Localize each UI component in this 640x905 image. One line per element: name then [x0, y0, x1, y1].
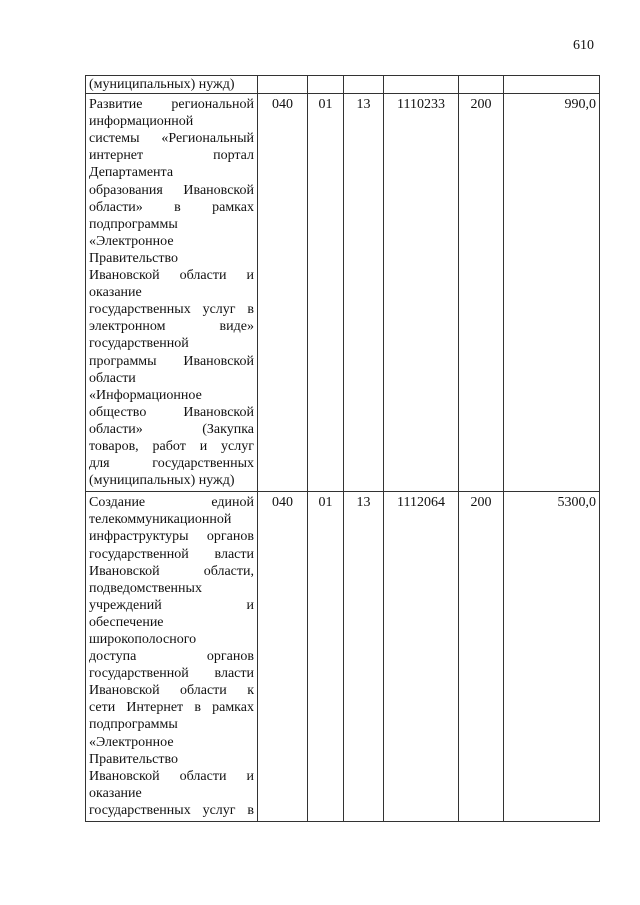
subsection-code-cell: 13 [344, 492, 384, 822]
table-row [86, 94, 600, 492]
admin-code-cell: 040 [258, 492, 308, 822]
subsection-code-cell: 13 [344, 94, 384, 492]
amount-cell: 990,0 [504, 94, 600, 492]
item-name-line: интернет портал [89, 148, 254, 164]
item-name-line: Правительство [89, 250, 178, 266]
item-name-line: подведомственных [89, 580, 202, 596]
budget-table [85, 75, 600, 822]
expense-kind-cell [459, 76, 504, 94]
target-article-cell [384, 76, 459, 94]
item-name-line: области» (Закупка [89, 421, 254, 437]
item-name-line: товаров, работ и услуг [89, 438, 254, 454]
item-name-line: (муниципальных) нужд) [89, 77, 235, 92]
amount-cell: 5300,0 [504, 492, 600, 822]
item-name-line: сети Интернет в рамках [89, 700, 254, 716]
item-name-line: государственных услуг в [89, 302, 254, 318]
item-name-line: учреждений и [89, 597, 254, 613]
item-name-line: государственной [89, 336, 189, 352]
item-name-line: подпрограммы [89, 216, 178, 232]
item-name-line: инфраструктуры органов [89, 529, 254, 545]
item-name-line: Ивановской области к [89, 683, 254, 699]
item-name-line: электронном виде» [89, 319, 254, 335]
target-article-cell: 1110233 [384, 94, 459, 492]
item-name-line: «Электронное [89, 233, 174, 249]
section-code-cell: 01 [308, 94, 344, 492]
section-code-cell: 01 [308, 492, 344, 822]
item-name-line: телекоммуникационной [89, 512, 232, 528]
item-name-line: оказание [89, 785, 142, 801]
page-number: 610 [573, 38, 594, 53]
item-name-line: государственных услуг в [89, 802, 254, 818]
item-name-line: для государственных [89, 456, 254, 472]
item-name-line: Ивановской области и [89, 768, 254, 784]
item-name-line: широкополосного [89, 632, 197, 647]
item-name-line: «Информационное [89, 387, 202, 403]
section-code-cell [308, 76, 344, 94]
item-name-line: «Электронное [89, 734, 174, 750]
item-name-line: Департамента [89, 165, 174, 181]
item-name-line: обеспечение [89, 614, 164, 630]
item-name-line: подпрограммы [89, 717, 178, 733]
item-name-line: Создание единой [89, 495, 254, 511]
amount-cell [504, 76, 600, 94]
item-name-line: Правительство [89, 751, 178, 767]
item-name-line: информационной [89, 114, 194, 130]
item-name-line: Развитие региональной [89, 97, 254, 113]
subsection-code-cell [344, 76, 384, 94]
item-name-line: образования Ивановской [89, 182, 254, 198]
item-name-cell [86, 492, 258, 822]
item-name-line: государственной власти [89, 666, 254, 682]
item-name-line: Ивановской области и [89, 268, 254, 284]
item-name-line: системы «Региональный [89, 131, 254, 147]
item-name-line: Ивановской области, [89, 563, 254, 579]
expense-kind-cell: 200 [459, 94, 504, 492]
target-article-cell: 1112064 [384, 492, 459, 822]
expense-kind-cell: 200 [459, 492, 504, 822]
item-name-line: доступа органов [89, 649, 254, 665]
item-name-line: общество Ивановской [89, 404, 254, 420]
table-row [86, 492, 600, 822]
item-name-line: области» в рамках [89, 199, 254, 215]
item-name-line: (муниципальных) нужд) [89, 473, 235, 489]
item-name-line: оказание [89, 285, 142, 301]
item-name-line: области [89, 370, 136, 386]
table-body [86, 76, 600, 822]
item-name-cell [86, 94, 258, 492]
item-name-line: государственной власти [89, 546, 254, 562]
admin-code-cell: 040 [258, 94, 308, 492]
table-row [86, 76, 600, 94]
item-name-line: программы Ивановской [89, 353, 254, 369]
item-name-cell [86, 76, 258, 94]
admin-code-cell [258, 76, 308, 94]
